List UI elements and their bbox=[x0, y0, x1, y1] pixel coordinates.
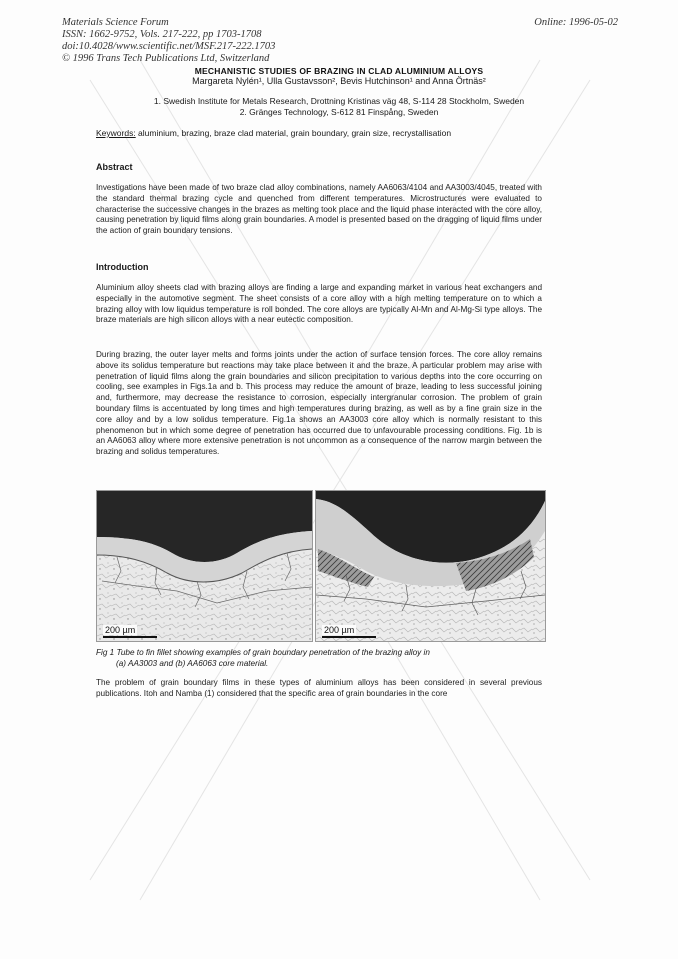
affiliations bbox=[0, 96, 678, 118]
micrograph-b-image bbox=[316, 491, 545, 641]
intro-paragraph-2: During brazing, the outer layer melts and forms joints under the action of surface tension forces. The core alloy remains above its solidus temperature but reactions may take place between it and the braze. A particular problem may arise with penetration of liquid films along the grain boundaries and silicon precipitation to various depths into the core occurring on cooling, see examples in Figs.1a and b. This process may reduce the amount of braze, leading to less successful joining and, furthermore, may decrease the resistance to corrosion, especially intergranular corrosion. The problem of grain boundary films is accentuated by long times and high temperatures during brazing, as well as by a fine grain size in the core alloy and by a low solidus temperature. Fig.1a shows an AA3003 core alloy which is normally resistant to this phenomenon but in which some degree of penetration has occurred due to unfavourable processing conditions. Fig. 1b is an AA6063 alloy where more extensive penetration is not uncommon as a consequence of the narrow margin between the brazing and solidus temperatures. bbox=[96, 350, 542, 457]
scale-bar-a bbox=[103, 636, 157, 638]
micrograph-a-image bbox=[97, 491, 312, 641]
doi-line[interactable]: doi:10.4028/www.scientific.net/MSF.217-222.1703 bbox=[62, 41, 276, 52]
affiliation-2: 2. Gränges Technology, S-612 81 Finspång, Sweden bbox=[239, 107, 439, 117]
abstract-text: Investigations have been made of two braze clad alloy combinations, namely AA6063/4104 and AA3003/4045, treated with the standard thermal brazing cycle and quenched from different temperatures. Microstructures were evaluated to characterise the successive changes in the brazes as melting took place and the liquid phase interacted with the core alloy, causing penetration by liquid films along grain boundaries. A model is presented based on the dragging of liquid films under the action of grain boundary tensions. bbox=[96, 183, 542, 236]
issn-line: ISSN: 1662-9752, Vols. 217-222, pp 1703-1708 bbox=[62, 29, 262, 40]
affiliation-1: 1. Swedish Institute for Metals Research, Drottning Kristinas väg 48, S-114 28 Stockholm, Sweden bbox=[153, 96, 525, 106]
copyright-line: © 1996 Trans Tech Publications Ltd, Switzerland bbox=[62, 53, 270, 64]
scale-label-a: 200 µm bbox=[105, 625, 136, 635]
keywords-label: Keywords: bbox=[96, 128, 136, 138]
figure-caption bbox=[96, 648, 536, 669]
keywords bbox=[96, 128, 451, 138]
author-list: Margareta Nylén¹, Ulla Gustavsson², Bevis Hutchinson¹ and Anna Örtnäs² bbox=[192, 76, 486, 86]
caption-line-2: (a) AA3003 and (b) AA6063 core material. bbox=[116, 658, 269, 668]
journal-name: Materials Science Forum bbox=[62, 17, 169, 28]
micrograph-a bbox=[96, 490, 313, 642]
figure-1 bbox=[96, 490, 544, 640]
paper-title: MECHANISTIC STUDIES OF BRAZING IN CLAD ALUMINIUM ALLOYS bbox=[194, 66, 484, 76]
scale-bar-b bbox=[322, 636, 376, 638]
keywords-list: aluminium, brazing, braze clad material, grain boundary, grain size, recrystallisation bbox=[135, 128, 452, 138]
micrograph-b bbox=[315, 490, 546, 642]
intro-paragraph-1: Aluminium alloy sheets clad with brazing alloys are finding a large and expanding market in various heat exchangers and especially in the automotive segment. The sheet consists of a core alloy with a high melting temperature on to which a brazing alloy with low liquidus temperature is roll bonded. The core alloys are typically Al-Mn and Al-Mg-Si type alloys. The braze materials are high silicon alloys with a near eutectic composition. bbox=[96, 283, 542, 325]
abstract-heading: Abstract bbox=[96, 162, 133, 172]
introduction-heading: Introduction bbox=[96, 262, 149, 272]
journal-header bbox=[62, 17, 275, 65]
continuation-paragraph: The problem of grain boundary films in these types of aluminium alloys has been considered in several previous publications. Itoh and Namba (1) considered that the specific area of grain boundaries in the core bbox=[96, 678, 542, 698]
scale-label-b: 200 µm bbox=[324, 625, 355, 635]
caption-line-1: Fig 1 Tube to fin fillet showing examples of grain boundary penetration of the brazing alloy in bbox=[96, 648, 430, 657]
online-date: Online: 1996-05-02 bbox=[534, 17, 618, 28]
